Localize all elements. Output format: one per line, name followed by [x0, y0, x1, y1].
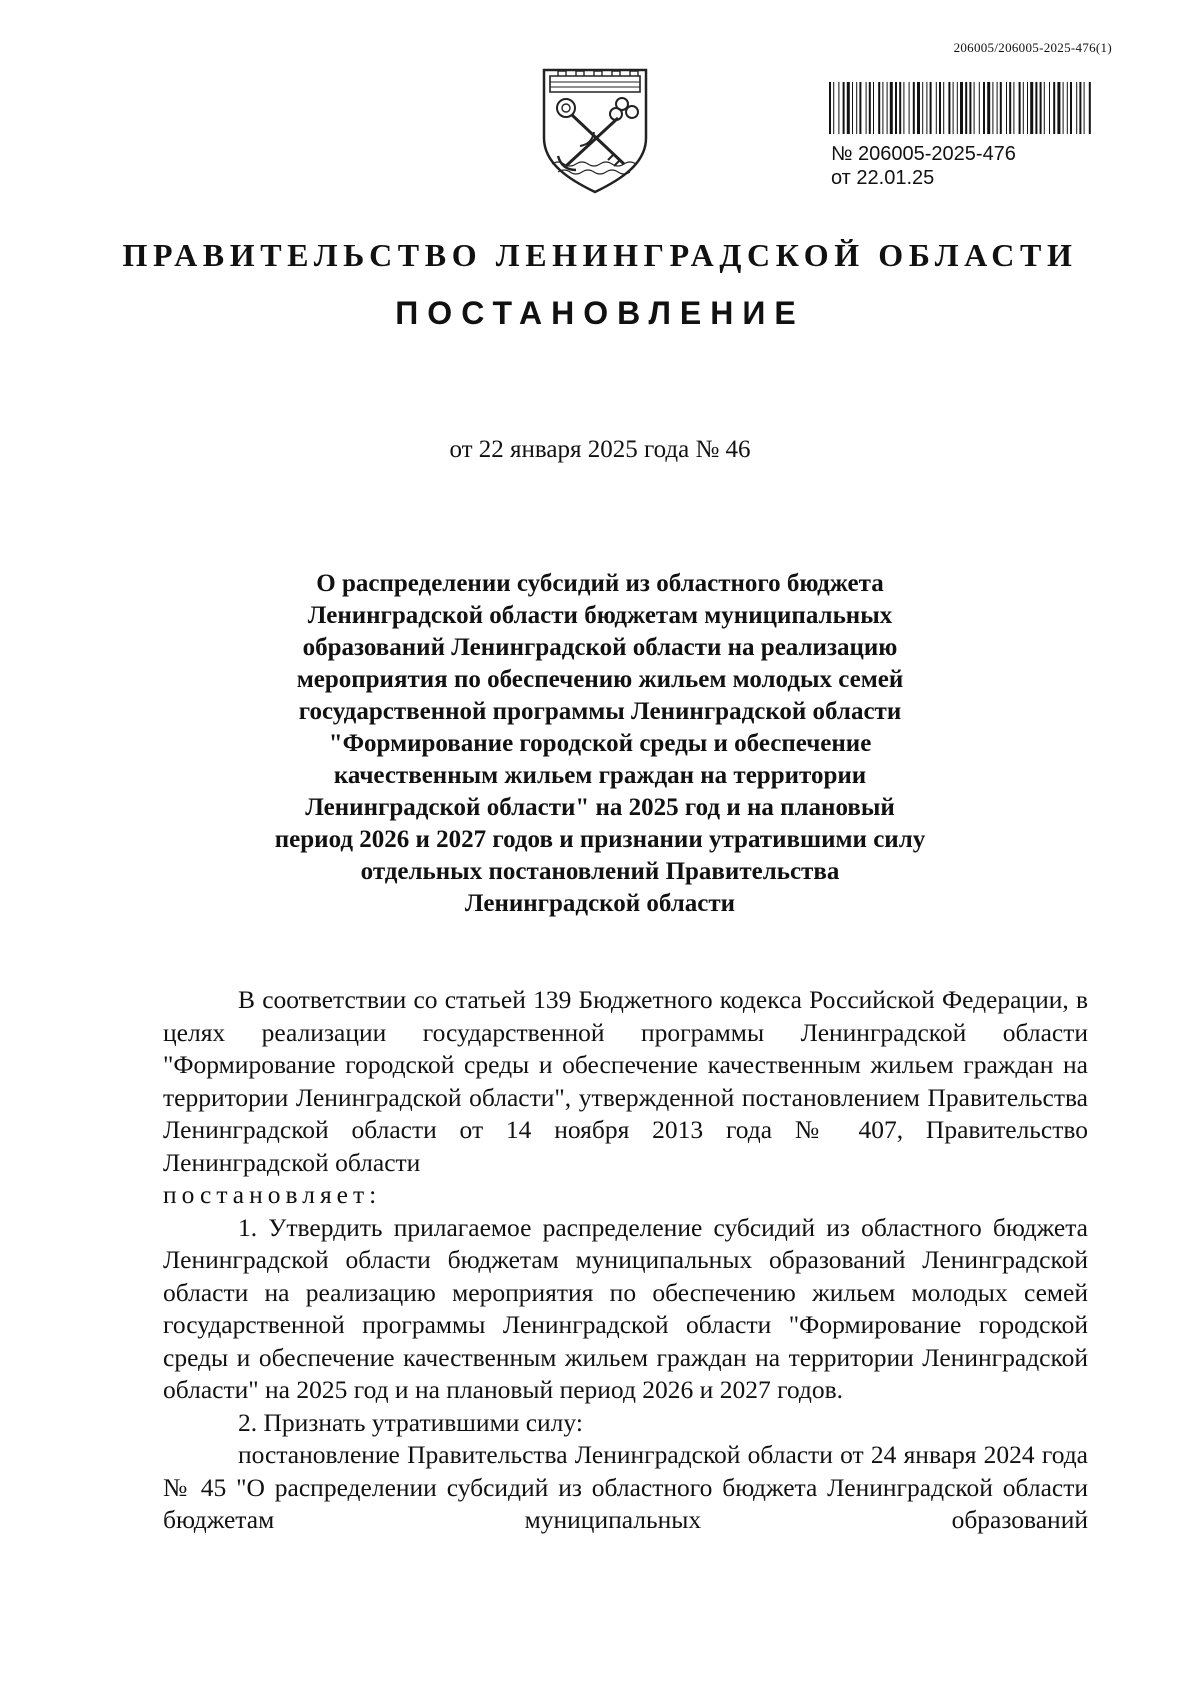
resolves-word: постановляет:	[163, 1180, 382, 1209]
registration-stamp	[829, 82, 1099, 190]
subject-line: мероприятия по обеспечению жильем молодых семей	[296, 666, 904, 693]
document-subject	[160, 568, 1040, 920]
subject-line: качественным жильем граждан на территории	[333, 762, 867, 789]
document-date-number: от 22 января 2025 года № 46	[449, 436, 751, 463]
registration-date: от 22.01.25	[831, 167, 935, 189]
subject-line: Ленинградской области бюджетам муниципальных	[307, 602, 893, 629]
item-2-sub-paragraph: постановление Правительства Ленинградской области от 24 января 2024 года № 45 "О распределении субсидий из областного бюджета Ленинградской области бюджетам муниципальных образований	[163, 1440, 1088, 1534]
registration-number: № 206005-2025-476	[831, 143, 1016, 165]
document-body	[163, 984, 1088, 1537]
subject-line: государственной программы Ленинградской области	[298, 698, 902, 725]
preamble-paragraph: В соответствии со статьей 139 Бюджетного кодекса Российской Федерации, в целях реализации государственной программы Ленинградской области "Формирование городской среды и обеспечение качественным жильем граждан на территории Ленинградской области", утвержденной постановлением Правительства Ленинградской области от 14 ноября 2013 года № 407, Правительство Ленинградской области	[163, 985, 1088, 1177]
item-2-paragraph: 2. Признать утратившими силу:	[238, 1407, 583, 1437]
organization-title: ПРАВИТЕЛЬСТВО ЛЕНИНГРАДСКОЙ ОБЛАСТИ	[122, 237, 1078, 273]
item-1-paragraph: 1. Утвердить прилагаемое распределение субсидий из областного бюджета Ленинградской области бюджетам муниципальных образований Ленинградской области на реализацию мероприятия по обеспечению жильем молодых семей государственной программы Ленинградской области "Формирование городской среды и обеспечение качественным жильем граждан на территории Ленинградской области" на 2025 год и на плановый период 2026 и 2027 годов.	[163, 1212, 1088, 1404]
subject-line: Ленинградской области" на 2025 год и на плановый	[305, 794, 895, 821]
subject-line: отдельных постановлений Правительства	[360, 858, 840, 885]
barcode-icon	[829, 82, 1094, 134]
document-id: 206005/206005-2025-476(1)	[953, 40, 1112, 55]
subject-line: период 2026 и 2027 годов и признании утратившими силу	[274, 826, 926, 853]
leningrad-oblast-coat-of-arms-icon	[536, 60, 654, 196]
subject-line: образований Ленинградской области на реализацию	[302, 634, 898, 661]
subject-line: О распределении субсидий из областного бюджета	[316, 570, 884, 597]
subject-line: "Формирование городской среды и обеспечение	[328, 730, 872, 757]
subject-line: Ленинградской области	[464, 890, 736, 917]
document-type: ПОСТАНОВЛЕНИЕ	[395, 295, 805, 331]
